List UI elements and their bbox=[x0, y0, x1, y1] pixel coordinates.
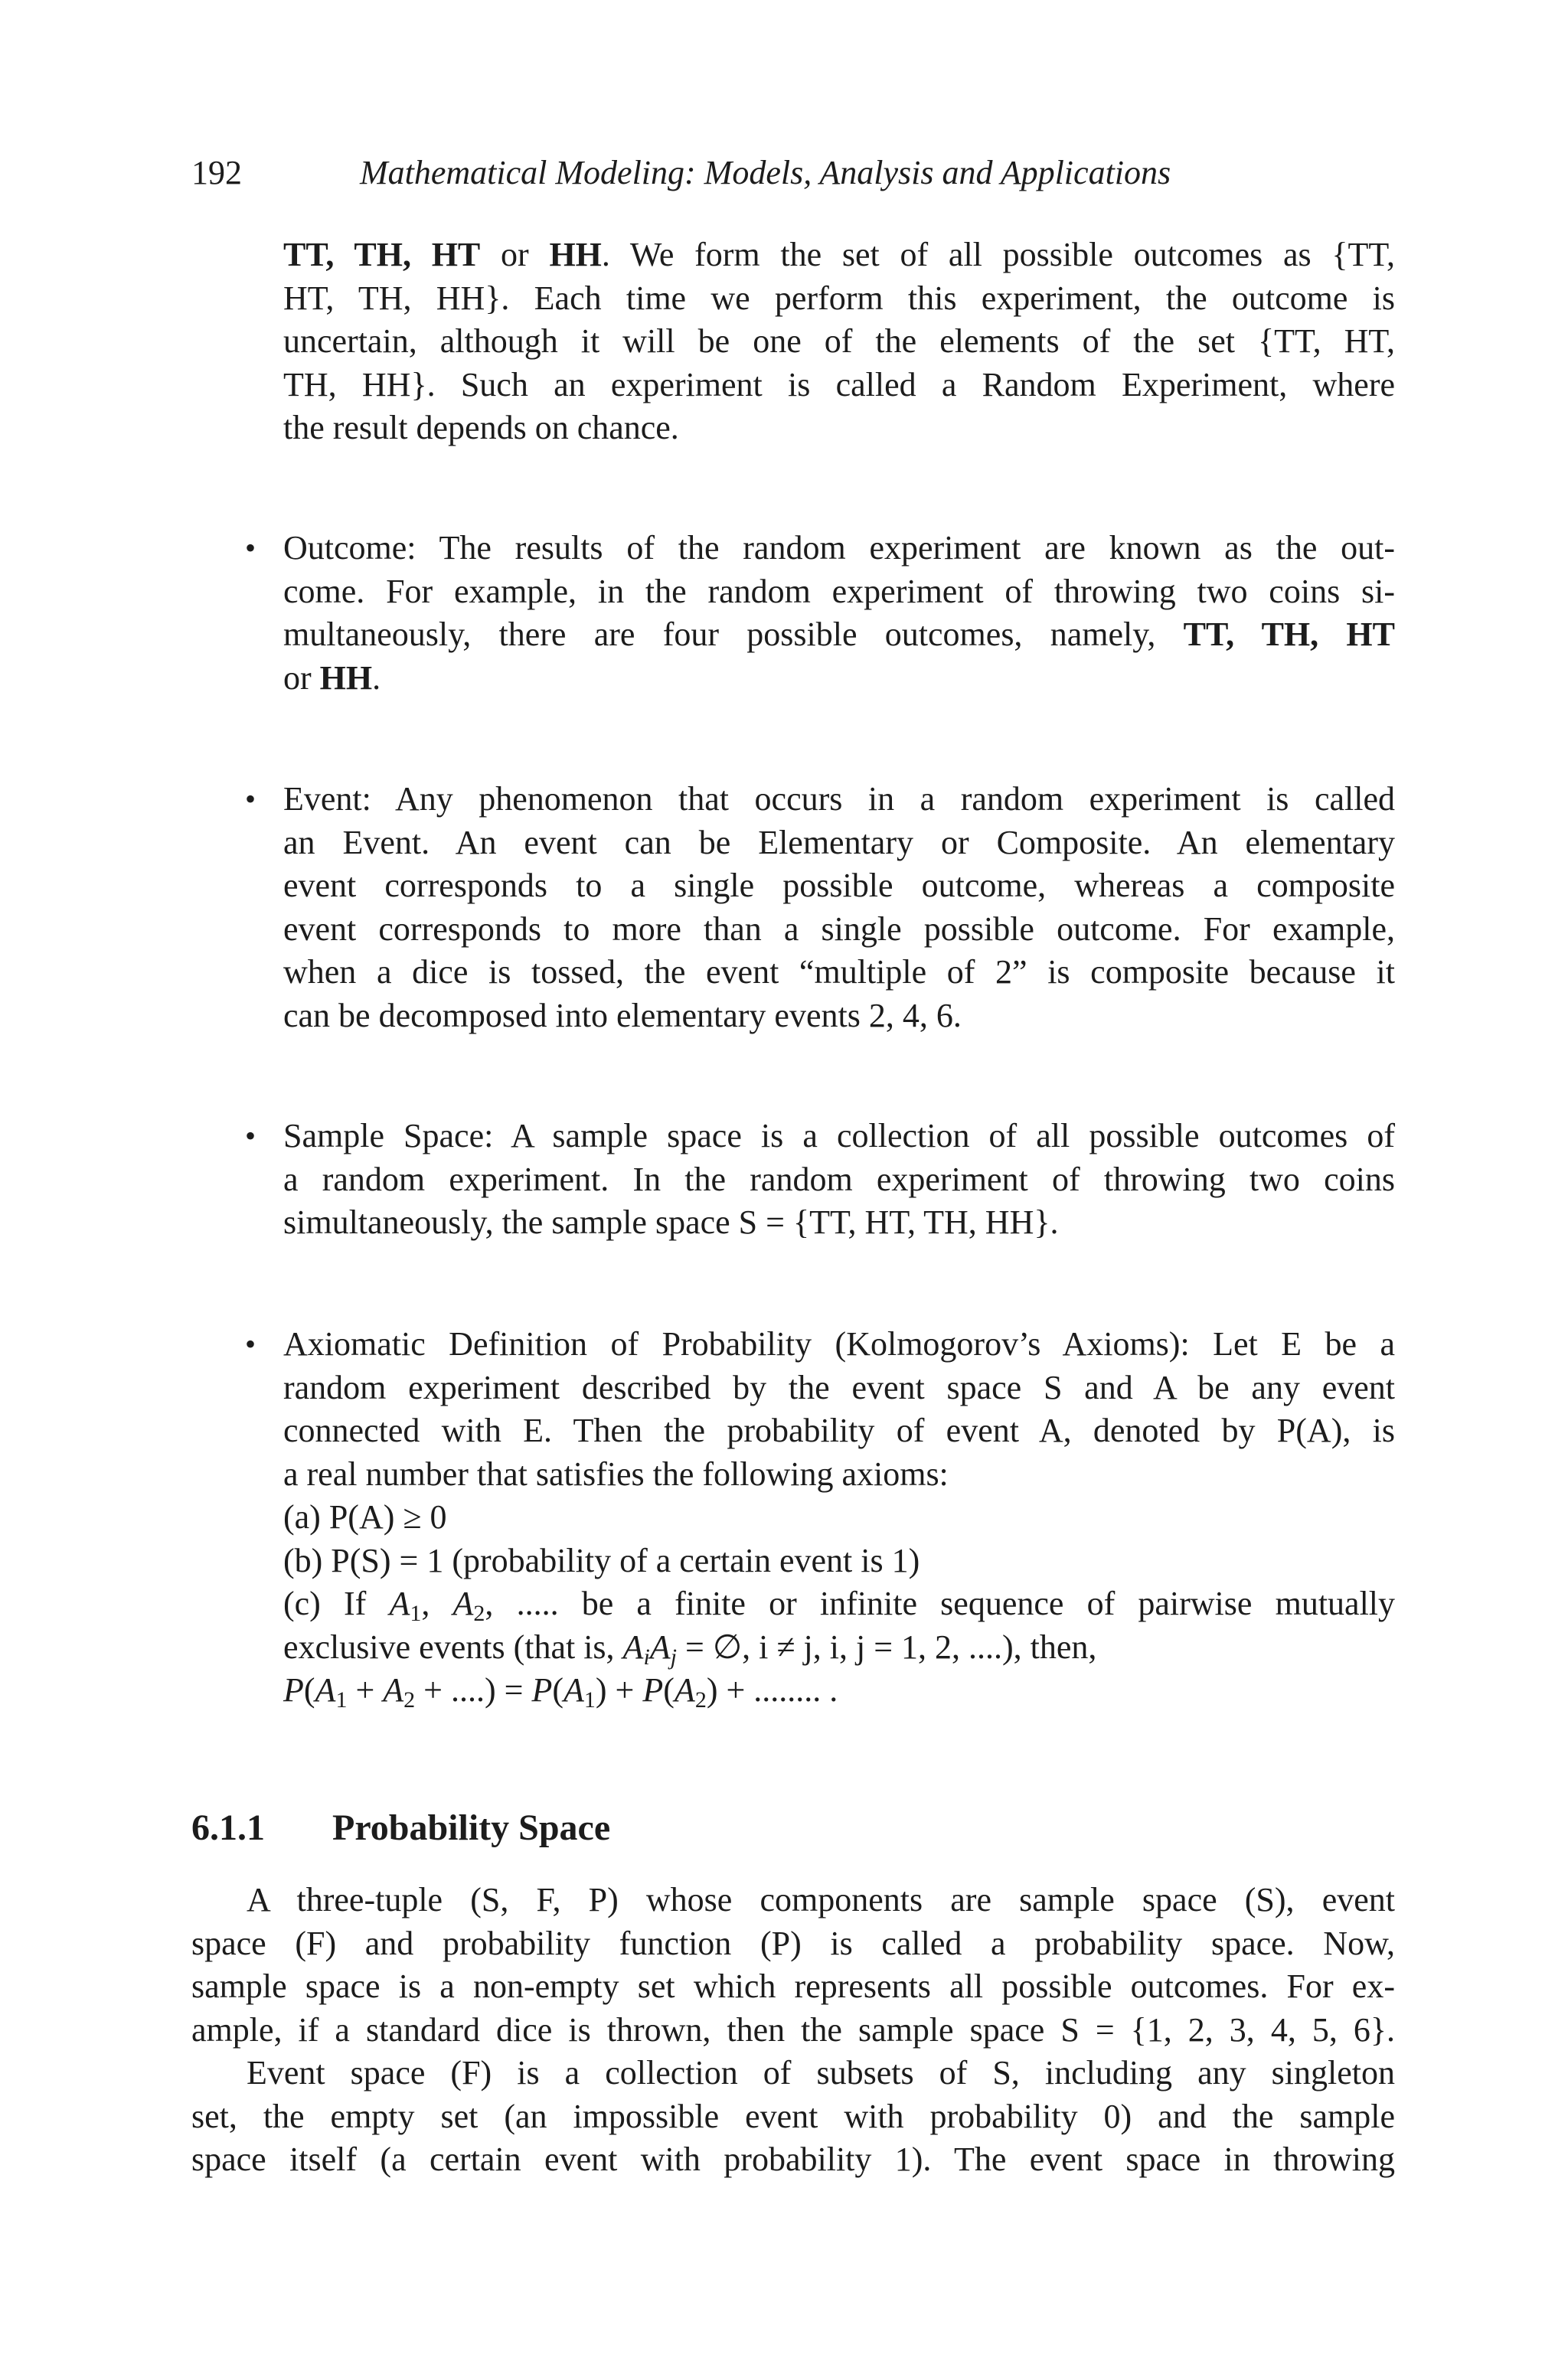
bullet-outcome: • bbox=[245, 531, 256, 565]
probability-space-paragraph-2: Event space (F) is a collection of subsets of S, including any singleton set, the empty set (an impossible event with probability 0) and the sample space itself (a certain event with probability 1). The event space in throwing bbox=[191, 2054, 1395, 2178]
axioms-item: Axiomatic Definition of Probability (Kolmogorov’s Axioms): Let E be a random experiment described by the event space S and A be any event connected with E. Then the probability of event A, denoted by P(A), is a real number that satisfies the following axioms: (a) P(A) ≥ 0 (b) P(S) = 1 (probability of a certain event is 1) (c) If $A_1$, $A_2$, ..... be a finite or infinite sequence of pairwise mutually exclusive events (that is, $A_iA_j$ = ∅, i ≠ j, i, j = 1, 2, ....), then, $P(A_1 + A_2$ + ....) = $P(A_1) + P(A_2)$ + ........ . bbox=[283, 1325, 1396, 1713]
sample-space-item: Sample Space: A sample space is a collection of all possible outcomes of a random experiment. In the random experiment of throwing two coins simultaneously, the sample space S = {TT, HT, TH, HH}. bbox=[283, 1117, 1395, 1241]
axiom-c-formula: $P(A_1 + A_2$ + ....) = $P(A_1) + P(A_2)$ + ........ . bbox=[283, 1671, 838, 1713]
section-number: 6.1.1 bbox=[191, 1807, 265, 1848]
intro-line-5: the result depends on chance. bbox=[283, 409, 679, 446]
section-heading bbox=[191, 1807, 610, 1849]
section-title: Probability Space bbox=[332, 1807, 611, 1848]
axiom-c-exclusive: exclusive events (that is, $A_iA_j$ = ∅, i ≠ j, i, j = 1, 2, ....), then, bbox=[283, 1628, 1097, 1670]
running-header bbox=[191, 153, 1395, 199]
intro-line-2: HT, TH, HH}. Each time we perform this experiment, the outcome is bbox=[283, 279, 1395, 317]
bullet-event: • bbox=[245, 782, 256, 816]
intro-line-4: TH, HH}. Such an experiment is called a Random Experiment, where bbox=[283, 365, 1395, 403]
bullet-sample-space: • bbox=[245, 1118, 256, 1153]
intro-paragraph bbox=[283, 233, 1395, 450]
intro-line-1: TT, TH, HT or HH. We form the set of all possible outcomes as {TT, bbox=[283, 236, 1396, 273]
intro-line-3: uncertain, although it will be one of the elements of the set {TT, HT, bbox=[283, 322, 1395, 360]
outcome-item: Outcome: The results of the random experiment are known as the out- come. For example, in the random experiment of throwing two coins si- multaneously, there are four possible outcomes, namely, TT, TH, HT or HH. bbox=[283, 529, 1395, 697]
page-number: 192 bbox=[191, 154, 242, 191]
axiom-b: (b) P(S) = 1 (probability of a certain event is 1) bbox=[283, 1541, 920, 1579]
bullet-axioms: • bbox=[245, 1327, 256, 1361]
running-title: Mathematical Modeling: Models, Analysis and Applications bbox=[360, 154, 1171, 191]
event-item: Event: Any phenomenon that occurs in a random experiment is called an Event. An event can be Elementary or Composite. An elementary event corresponds to a single possible outcome, whereas a composite event corresponds to more than a single possible outcome. For example, when a dice is tossed, the event “multiple of 2” is composite because it can be decomposed into elementary events 2, 4, 6. bbox=[283, 780, 1395, 1034]
axiom-c: (c) If $A_1$, $A_2$, ..... be a finite or infinite sequence of pairwise mutually bbox=[283, 1585, 1396, 1626]
probability-space-paragraph-1: A three-tuple (S, F, P) whose components are sample space (S), event space (F) and probability function (P) is called a probability space. Now, sample space is a non-empty set which represents all possible outcomes. For ex- ample, if a standard dice is thrown, then the sample space S = {1, 2, 3, 4, 5, 6}. bbox=[191, 1881, 1395, 2049]
axiom-a: (a) P(A) ≥ 0 bbox=[283, 1498, 447, 1536]
